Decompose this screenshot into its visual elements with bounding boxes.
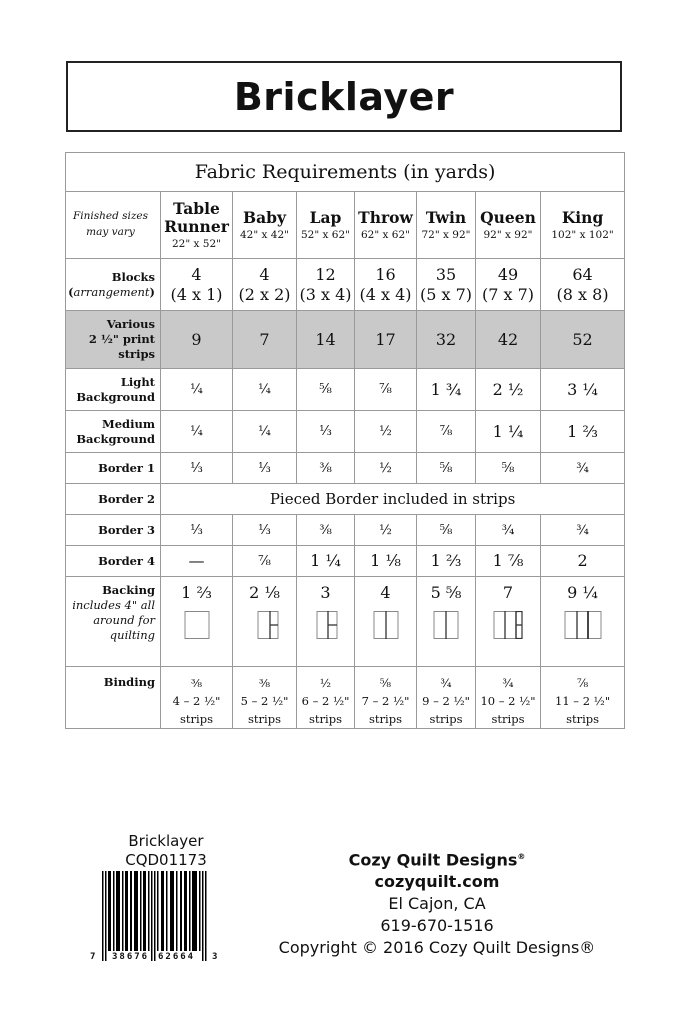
publisher-website[interactable]: cozyquilt.com (374, 872, 500, 892)
product-name: Bricklayer (128, 832, 204, 850)
table-cell: ⅝ (417, 453, 476, 484)
table-cell: 3 (297, 577, 355, 667)
print-strips-label: Various 2 ½" print strips (66, 311, 161, 369)
table-cell: 42 (476, 311, 541, 369)
table-cell: 2 ½ (476, 369, 541, 411)
medium-background-label: Medium Background (66, 411, 161, 453)
border2-row (66, 484, 625, 515)
col-name: Throw (358, 208, 413, 228)
table-cell: ¼ (233, 369, 297, 411)
table-cell: 35 (5 x 7) (417, 259, 476, 311)
border4-label: Border 4 (66, 546, 161, 577)
medium-background-row (66, 411, 625, 453)
col-twin (417, 192, 476, 259)
col-baby (233, 192, 297, 259)
table-cell: 1 ¾ (417, 369, 476, 411)
table-cell: ⅓ (233, 515, 297, 546)
barcode-left-digit: 7 (90, 952, 96, 962)
col-size: 72" x 92" (421, 228, 471, 241)
table-cell: 4 (355, 577, 417, 667)
table-cell: 1 ⅔ (541, 411, 625, 453)
row-label: Blocks (111, 269, 155, 284)
fabric-requirements-table (65, 152, 625, 729)
print-strips-row (66, 311, 625, 369)
title-box (66, 61, 622, 132)
table-cell: 1 ⅛ (355, 546, 417, 577)
pattern-title: Bricklayer (233, 74, 455, 119)
table-cell: 2 ⅛ (233, 577, 297, 667)
table-cell: 1 ⅞ (476, 546, 541, 577)
table-cell: ⅝ (297, 369, 355, 411)
col-size: 102" x 102" (551, 228, 614, 241)
product-label (96, 832, 236, 870)
two-panel-split-diagram-icon (309, 611, 343, 639)
col-lap (297, 192, 355, 259)
table-cell: 1 ⅔ (417, 546, 476, 577)
table-cell: 14 (297, 311, 355, 369)
table-cell: 52 (541, 311, 625, 369)
table-cell: 5 ⅝ (417, 577, 476, 667)
col-size: 52" x 62" (301, 228, 350, 241)
col-throw (355, 192, 417, 259)
table-cell: ¾ (541, 515, 625, 546)
border2-label: Border 2 (66, 484, 161, 515)
barcode-icon (98, 871, 210, 961)
col-name: Baby (243, 208, 286, 228)
border4-row (66, 546, 625, 577)
table-cell: 1 ⅔ (161, 577, 233, 667)
barcode-group1: 38676 (112, 952, 150, 962)
table-cell: ½ (355, 411, 417, 453)
publisher-phone: 619-670-1516 (380, 916, 494, 936)
product-code: CQD01173 (125, 851, 207, 869)
table-cell: 1 ¼ (297, 546, 355, 577)
table-caption: Fabric Requirements (in yards) (66, 153, 625, 192)
table-cell: ¾ (476, 515, 541, 546)
table-cell: — (161, 546, 233, 577)
light-background-row (66, 369, 625, 411)
col-name-line1: Table (173, 199, 220, 219)
table-cell: 49 (7 x 7) (476, 259, 541, 311)
table-cell: ½ (355, 453, 417, 484)
blocks-row (66, 259, 625, 311)
table-cell: ¾ 10 – 2 ½" strips (476, 667, 541, 729)
col-name-line2: Runner (164, 217, 229, 236)
table-cell: ½ 6 – 2 ½" strips (297, 667, 355, 729)
table-cell: ¾ 9 – 2 ½" strips (417, 667, 476, 729)
three-panel-diagram-icon (563, 611, 603, 639)
finished-note-line2: may vary (86, 226, 135, 238)
col-size: 42" x 42" (240, 228, 289, 241)
col-queen (476, 192, 541, 259)
publisher-info (262, 846, 612, 959)
two-panel-diagram-icon (429, 611, 463, 639)
table-cell: 64 (8 x 8) (541, 259, 625, 311)
table-cell: ⅓ (297, 411, 355, 453)
table-cell: ¼ (161, 411, 233, 453)
table-cell: ⅞ (233, 546, 297, 577)
two-panel-split-diagram-icon (248, 611, 282, 639)
col-name: Lap (309, 208, 342, 228)
border3-label: Border 3 (66, 515, 161, 546)
publisher-copyright: Copyright © 2016 Cozy Quilt Designs® (278, 938, 596, 958)
single-panel-diagram-icon (180, 611, 214, 639)
table-cell: ⅓ (233, 453, 297, 484)
table-cell: 3 ¼ (541, 369, 625, 411)
table-cell: ⅝ 7 – 2 ½" strips (355, 667, 417, 729)
table-cell: ¾ (541, 453, 625, 484)
binding-label: Binding (66, 667, 161, 729)
border1-label: Border 1 (66, 453, 161, 484)
publisher-brand: Cozy Quilt Designs® (348, 850, 526, 870)
table-cell: ⅞ (355, 369, 417, 411)
finished-note-line1: Finished sizes (72, 210, 149, 223)
col-name: Twin (425, 208, 467, 228)
col-size: 62" x 62" (361, 228, 410, 241)
table-cell: 17 (355, 311, 417, 369)
table-cell: ⅝ (476, 453, 541, 484)
table-cell: 9 (161, 311, 233, 369)
backing-label: Backing includes 4" all around for quilting (66, 577, 161, 667)
table-cell: 4 (2 x 2) (233, 259, 297, 311)
table-cell: ½ (355, 515, 417, 546)
col-size: 22" x 52" (172, 237, 221, 250)
table-cell: ⅝ (417, 515, 476, 546)
table-cell: 32 (417, 311, 476, 369)
col-king (541, 192, 625, 259)
barcode-right-digit: 3 (212, 952, 218, 962)
three-panel-split-diagram-icon (491, 611, 525, 639)
table-cell: ⅜ 4 – 2 ½" strips (161, 667, 233, 729)
border2-note: Pieced Border included in strips (161, 484, 625, 515)
table-cell: 4 (4 x 1) (161, 259, 233, 311)
table-cell: 16 (4 x 4) (355, 259, 417, 311)
barcode-group2: 62664 (158, 952, 196, 962)
row-sublabel: arrangement (73, 284, 150, 299)
light-background-label: Light Background (66, 369, 161, 411)
col-name: King (561, 208, 604, 228)
col-table-runner (161, 192, 233, 259)
table-cell: 1 ¼ (476, 411, 541, 453)
binding-row (66, 667, 625, 729)
col-name: Queen (480, 208, 536, 228)
table-cell: ⅜ 5 – 2 ½" strips (233, 667, 297, 729)
two-panel-diagram-icon (369, 611, 403, 639)
table-cell: 12 (3 x 4) (297, 259, 355, 311)
table-cell: ⅓ (161, 453, 233, 484)
blocks-label: Blocks (arrangement) (66, 259, 161, 311)
publisher-location: El Cajon, CA (388, 894, 486, 914)
table-cell: ⅜ (297, 453, 355, 484)
table-cell: ⅞ (417, 411, 476, 453)
table-cell: ⅜ (297, 515, 355, 546)
table-cell: ⅓ (161, 515, 233, 546)
finished-sizes-note (66, 192, 161, 259)
table-cell: 2 (541, 546, 625, 577)
size-header-row (66, 192, 625, 259)
table-cell: ⅞ 11 – 2 ½" strips (541, 667, 625, 729)
backing-row (66, 577, 625, 667)
col-size: 92" x 92" (483, 228, 533, 241)
table-cell: 7 (476, 577, 541, 667)
border3-row (66, 515, 625, 546)
table-cell: 9 ¼ (541, 577, 625, 667)
table-cell: ¼ (161, 369, 233, 411)
border1-row (66, 453, 625, 484)
table-cell: ¼ (233, 411, 297, 453)
table-cell: 7 (233, 311, 297, 369)
